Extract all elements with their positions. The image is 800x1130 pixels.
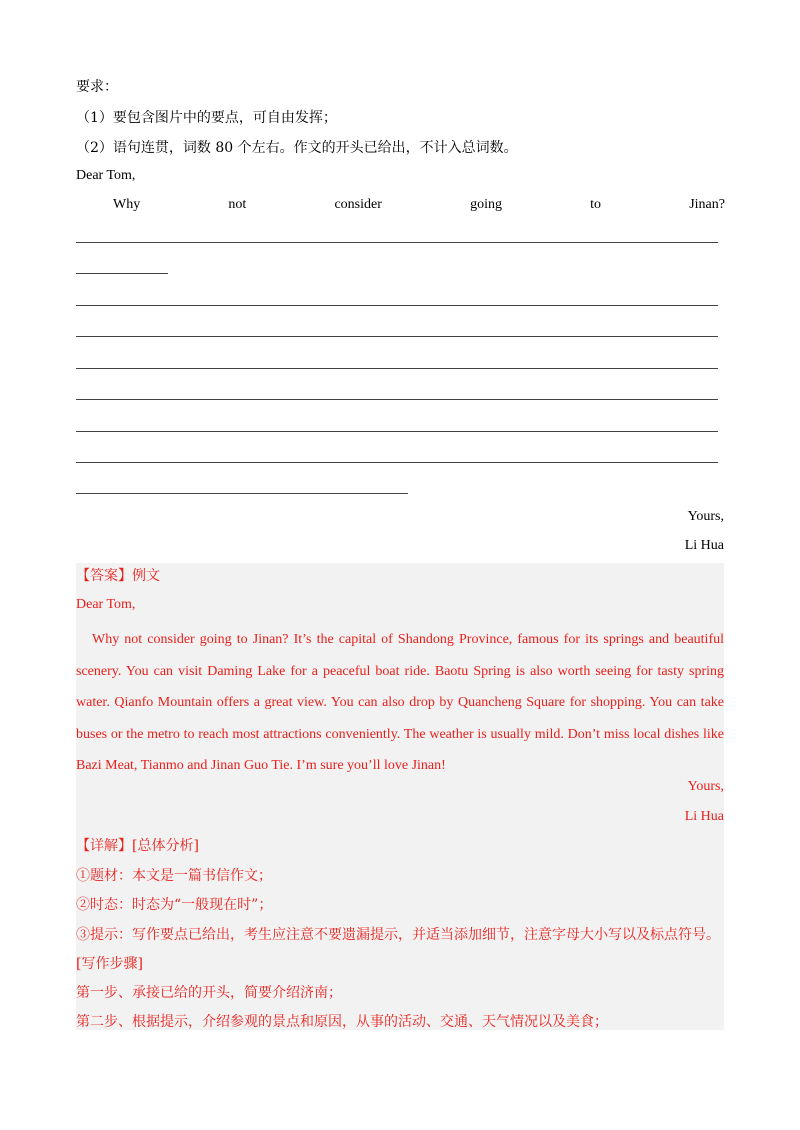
answer-label: 【答案】例文 [76, 568, 160, 584]
writing-line [76, 273, 168, 274]
steps-label: [写作步骤] [76, 956, 143, 972]
answer-section [76, 563, 724, 1030]
analysis-point-2: ②时态：时态为“一般现在时”； [76, 897, 273, 913]
analysis-point-3: ③提示：写作要点已给出，考生应注意不要遗漏提示，并适当添加细节，注意字母大小写以及标点符号。 [76, 927, 720, 943]
opening-word: consider [334, 197, 382, 212]
answer-greeting: Dear Tom, [76, 597, 136, 612]
answer-signature: Li Hua [684, 809, 724, 824]
opening-word: going [470, 197, 502, 212]
analysis-label: 【详解】[总体分析] [76, 838, 199, 854]
writing-line [76, 305, 718, 306]
answer-body: Why not consider going to Jinan? It’s the capital of Shandong Province, famous for its springs and beautiful scenery. You can visit Daming Lake for a peaceful boat ride. Baotu Spring is also worth seeing for tasty spring water. Qianfo Mountain offers a great view. You can also drop by Quancheng Square for shopping. You can take buses or the metro to reach most attractions conveniently. The weather is usually mild. Don’t miss local dishes like Bazi Meat, Tianmo and Jinan Guo Tie. I’m sure you’ll love Jinan! [76, 632, 724, 773]
opening-word: Jinan? [689, 197, 725, 212]
step-1: 第一步、承接已给的开头，简要介绍济南； [76, 985, 342, 1001]
letter-signature: Li Hua [684, 538, 724, 553]
letter-closing: Yours, [687, 509, 724, 524]
letter-greeting: Dear Tom, [76, 168, 136, 183]
writing-line [76, 399, 718, 400]
writing-line [76, 368, 718, 369]
writing-line [76, 431, 718, 432]
writing-line [76, 462, 718, 463]
analysis-point-1: ①题材：本文是一篇书信作文； [76, 868, 272, 884]
opening-word: Why [113, 197, 141, 212]
writing-line [76, 336, 718, 337]
letter-opening-sentence [113, 196, 725, 214]
requirement-item-2: （2）语句连贯，词数 80 个左右。作文的开头已给出，不计入总词数。 [76, 140, 518, 156]
writing-line [76, 493, 408, 494]
opening-word: not [228, 197, 247, 212]
opening-word: to [590, 197, 602, 212]
writing-line [76, 242, 718, 243]
requirement-item-1: （1）要包含图片中的要点，可自由发挥； [76, 110, 337, 126]
requirements-title: 要求： [76, 79, 118, 95]
step-2: 第二步、根据提示，介绍参观的景点和原因，从事的活动、交通、天气情况以及美食； [76, 1014, 608, 1030]
answer-closing: Yours, [687, 779, 724, 794]
